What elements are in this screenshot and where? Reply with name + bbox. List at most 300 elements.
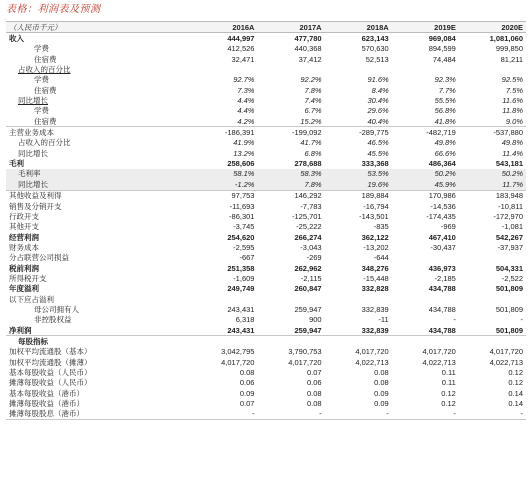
cell-2017a: 15.2% (300, 116, 322, 126)
cell-2019e: - (453, 409, 456, 419)
cell-2016a: 6,318 (235, 315, 255, 325)
row-label-text: 主营业务成本 (9, 128, 54, 138)
cell-2019e: -30,437 (430, 242, 456, 252)
row-label-text: 销售及分销开支 (9, 201, 62, 211)
cell-2019e: -174,435 (426, 211, 456, 221)
cell-2019e (392, 294, 459, 304)
cell-2018a (325, 336, 392, 347)
cell-2016a: 13.2% (233, 148, 255, 158)
cell-2016a: 444,997 (227, 34, 255, 44)
table-row (6, 179, 526, 190)
cell-2017a: 7.8% (304, 85, 322, 95)
row-label-text: 同比增长 (18, 148, 48, 158)
cell-2019e: 434,788 (428, 325, 456, 335)
cell-2018a: 8.4% (371, 85, 389, 95)
column-header: 2018A (325, 22, 392, 33)
cell-2017a: 7.8% (257, 179, 324, 190)
cell-2016a: 92.7% (233, 75, 255, 85)
cell-2017a: 6.7% (304, 106, 322, 116)
cell-2020e (459, 64, 526, 74)
unit-label: （人民币千元） (6, 22, 190, 33)
cell-2018a: 4,022,713 (355, 357, 389, 367)
row-label-text: 其他收益及利得 (9, 191, 62, 201)
cell-2019e: 434,788 (428, 284, 456, 294)
table-row (6, 367, 526, 377)
cell-2018a: 332,839 (361, 325, 389, 335)
row-label (6, 54, 190, 64)
cell-2017a: 0.08 (306, 399, 322, 409)
cell-2018a: 0.09 (374, 388, 389, 398)
cell-2018a: 0.08 (374, 378, 389, 388)
row-label-text: 住宿费 (34, 85, 57, 95)
column-header: 2020E (459, 22, 526, 33)
cell-2020e: -537,880 (459, 127, 526, 138)
column-header: 2017A (257, 22, 324, 33)
row-label (6, 148, 190, 158)
cell-2018a: -644 (373, 253, 389, 263)
cell-2016a: -186,391 (190, 127, 257, 138)
table-row (6, 127, 526, 138)
cell-2019e: -14,536 (430, 201, 456, 211)
cell-2019e: 45.9% (392, 179, 459, 190)
table-row (6, 95, 526, 105)
table-row (6, 190, 526, 201)
cell-2019e: 50.2% (392, 169, 459, 179)
row-label-text: 基本每股收益（人民币） (9, 368, 92, 378)
cell-2020e: 92.5% (501, 75, 523, 85)
cell-2020e: 0.14 (508, 399, 523, 409)
cell-2018a: 332,839 (361, 304, 389, 314)
cell-2020e: 11.4% (502, 148, 523, 158)
row-label-text: 税前利润 (9, 263, 39, 273)
cell-2017a (257, 294, 324, 304)
cell-2019e: 436,973 (428, 263, 456, 273)
cell-2016a: 4.4% (237, 106, 255, 116)
cell-2018a: 46.5% (367, 138, 389, 148)
table-row (6, 325, 526, 336)
cell-2017a: 266,274 (294, 232, 322, 242)
cell-2017a: -269 (306, 253, 322, 263)
cell-2020e: -10,811 (498, 201, 523, 211)
cell-2020e: 542,267 (495, 232, 523, 242)
cell-2017a: 7.4% (304, 96, 322, 106)
row-label-text: 行政开支 (9, 211, 39, 221)
cell-2020e: 9.0% (505, 116, 523, 126)
cell-2016a: 243,431 (227, 304, 255, 314)
row-label (6, 273, 190, 283)
cell-2019e: 0.11 (441, 368, 456, 378)
cell-2016a: 251,358 (227, 263, 255, 273)
table-row (6, 33, 526, 44)
cell-2017a: 259,947 (294, 304, 322, 314)
cell-2016a (190, 336, 257, 347)
cell-2016a: 4.2% (237, 116, 255, 126)
cell-2020e: 183,948 (459, 190, 526, 201)
row-label (6, 294, 190, 304)
table-row (6, 85, 526, 95)
cell-2020e: 501,809 (495, 325, 523, 335)
row-label (6, 367, 190, 377)
table-row (6, 357, 526, 367)
row-label-text: 经营利润 (9, 232, 39, 242)
table-row (6, 398, 526, 408)
cell-2018a: 19.6% (325, 179, 392, 190)
row-label (6, 116, 190, 127)
cell-2020e: 543,181 (495, 159, 523, 169)
cell-2017a: 41.7% (300, 138, 322, 148)
row-label-text: 加权平均流通股（基本） (9, 347, 92, 357)
table-row (6, 242, 526, 252)
row-label (6, 253, 190, 263)
table-row (6, 158, 526, 168)
cell-2020e: 501,809 (495, 304, 523, 314)
cell-2020e: 11.8% (502, 106, 523, 116)
row-label (6, 263, 190, 273)
cell-2016a: 0.06 (239, 378, 255, 388)
table-row (6, 253, 526, 263)
cell-2016a: 97,753 (190, 190, 257, 201)
table-row (6, 378, 526, 388)
cell-2018a: 0.09 (374, 399, 389, 409)
row-label (6, 222, 190, 232)
table-row (6, 284, 526, 294)
table-row (6, 64, 526, 74)
cell-2017a: 92.2% (300, 75, 322, 85)
table-row (6, 409, 526, 420)
row-label (6, 44, 190, 54)
table-row (6, 169, 526, 179)
cell-2016a: -2,595 (233, 242, 255, 252)
cell-2020e: -37,937 (497, 242, 523, 252)
cell-2018a: 40.4% (367, 116, 389, 126)
cell-2020e: -172,970 (493, 211, 523, 221)
table-body (6, 33, 526, 420)
row-label (6, 106, 190, 116)
cell-2019e: 894,599 (428, 44, 456, 54)
cell-2019e: 92.3% (434, 75, 456, 85)
row-label (6, 190, 190, 201)
column-header: 2019E (392, 22, 459, 33)
cell-2017a (257, 64, 324, 74)
row-label-text: 每股指标 (18, 336, 48, 346)
cell-2016a: 0.07 (239, 399, 255, 409)
cell-2019e: 7.7% (438, 85, 456, 95)
cell-2018a: 91.6% (367, 75, 389, 85)
cell-2017a: 58.3% (257, 169, 324, 179)
table-row (6, 148, 526, 158)
income-statement-table (6, 21, 526, 420)
cell-2020e: 4,017,720 (489, 347, 523, 357)
row-label (6, 127, 190, 138)
cell-2017a: 477,780 (294, 34, 322, 44)
cell-2016a: 3,042,795 (221, 347, 255, 357)
row-label (6, 179, 190, 190)
row-label-text: 加权平均流通股（摊薄） (9, 357, 92, 367)
cell-2020e: -1,081 (501, 222, 523, 232)
cell-2018a: 53.5% (325, 169, 392, 179)
row-label (6, 357, 190, 367)
row-label (6, 242, 190, 252)
cell-2019e: 41.8% (434, 116, 456, 126)
cell-2018a: 52,513 (365, 54, 389, 64)
cell-2020e: 501,809 (495, 284, 523, 294)
cell-2018a: 189,884 (325, 190, 392, 201)
table-row (6, 138, 526, 148)
cell-2017a: 6.8% (304, 148, 322, 158)
row-label (6, 315, 190, 325)
cell-2016a: -1,609 (233, 273, 255, 283)
cell-2016a: 7.3% (237, 85, 255, 95)
cell-2019e: 434,788 (428, 304, 456, 314)
row-label (6, 158, 190, 168)
row-label-text: 其他开支 (9, 222, 39, 232)
cell-2020e (459, 336, 526, 347)
cell-2019e: 55.5% (434, 96, 456, 106)
table-row (6, 222, 526, 232)
row-label (6, 64, 190, 74)
row-label-text: 学费 (34, 106, 49, 116)
table-row (6, 263, 526, 273)
row-label (6, 211, 190, 221)
table-row (6, 336, 526, 347)
table-header-row (6, 22, 526, 33)
cell-2020e: 11.7% (459, 179, 526, 190)
cell-2020e: 7.5% (505, 85, 523, 95)
cell-2017a: -125,701 (291, 211, 322, 221)
row-label-text: 财务成本 (9, 242, 39, 252)
row-label (6, 325, 190, 336)
row-label-text: 摊薄每股股息（港币） (9, 409, 84, 419)
cell-2016a: -11,693 (229, 201, 255, 211)
row-label-text: 所得税开支 (9, 273, 47, 283)
cell-2020e: 1,081,060 (489, 34, 523, 44)
cell-2018a: 623,143 (361, 34, 389, 44)
table-row (6, 232, 526, 242)
row-label (6, 75, 190, 85)
cell-2017a: 0.08 (306, 388, 322, 398)
cell-2017a: 262,962 (294, 263, 322, 273)
cell-2017a: -2,115 (300, 273, 322, 283)
row-label-text: 基本每股收益（港币） (9, 388, 84, 398)
cell-2017a: 900 (309, 315, 322, 325)
table-row (6, 211, 526, 221)
cell-2018a: 4,017,720 (355, 347, 389, 357)
cell-2019e: 74,484 (432, 54, 456, 64)
cell-2017a: -3,043 (300, 242, 322, 252)
row-label-text: 收入 (9, 34, 24, 44)
cell-2016a: 249,749 (227, 284, 255, 294)
cell-2019e: - (453, 315, 456, 325)
cell-2017a: -199,092 (257, 127, 324, 138)
cell-2017a: 4,017,720 (288, 357, 322, 367)
cell-2020e: 0.12 (508, 368, 523, 378)
cell-2017a: 260,847 (294, 284, 322, 294)
table-row (6, 304, 526, 314)
row-label (6, 378, 190, 388)
cell-2016a: 258,606 (227, 159, 255, 169)
cell-2017a: 146,292 (257, 190, 324, 201)
row-label (6, 95, 190, 105)
table-row (6, 116, 526, 127)
row-label (6, 138, 190, 148)
cell-2020e: - (520, 409, 523, 419)
table-row (6, 294, 526, 304)
table-row (6, 201, 526, 211)
cell-2020e (459, 253, 526, 263)
cell-2016a (190, 294, 257, 304)
row-label-text: 以下应占溢利 (9, 294, 54, 304)
row-label (6, 388, 190, 398)
cell-2019e: -969 (440, 222, 456, 232)
row-label (6, 85, 190, 95)
cell-2016a: 4.4% (237, 96, 255, 106)
row-label-text: 同比增长 (18, 179, 48, 189)
cell-2016a: 412,526 (227, 44, 255, 54)
cell-2020e: 0.12 (508, 378, 523, 388)
cell-2019e (392, 336, 459, 347)
table-row (6, 347, 526, 357)
cell-2016a: 0.08 (239, 368, 255, 378)
table-row (6, 315, 526, 325)
cell-2017a: 0.07 (306, 368, 322, 378)
row-label-text: 占收入的百分比 (18, 138, 71, 148)
cell-2020e: 81,211 (500, 54, 523, 64)
cell-2018a: - (386, 409, 389, 419)
row-label-text: 毛利 (9, 159, 24, 169)
cell-2018a: -16,794 (363, 201, 389, 211)
cell-2018a: 29.6% (367, 106, 389, 116)
cell-2016a: 254,620 (227, 232, 255, 242)
cell-2018a: 362,122 (361, 232, 389, 242)
cell-2019e: 170,986 (392, 190, 459, 201)
cell-2018a: -835 (373, 222, 389, 232)
table-row (6, 54, 526, 64)
cell-2019e: 49.8% (434, 138, 456, 148)
cell-2019e: 4,022,713 (422, 357, 456, 367)
cell-2018a (325, 294, 392, 304)
cell-2017a: 3,790,753 (288, 347, 322, 357)
row-label (6, 409, 190, 420)
row-label (6, 33, 190, 44)
cell-2020e: 999,850 (495, 44, 523, 54)
cell-2017a: - (319, 409, 322, 419)
cell-2018a: -143,501 (359, 211, 389, 221)
row-label-text: 住宿费 (34, 54, 57, 64)
cell-2016a: 243,431 (227, 325, 255, 335)
cell-2016a: 32,471 (231, 54, 255, 64)
cell-2019e: -482,719 (392, 127, 459, 138)
row-label (6, 284, 190, 294)
table-row (6, 75, 526, 85)
cell-2017a: -7,783 (300, 201, 322, 211)
cell-2020e: 50.2% (459, 169, 526, 179)
cell-2017a: 440,368 (294, 44, 322, 54)
cell-2019e: 486,364 (428, 159, 456, 169)
row-label (6, 347, 190, 357)
cell-2019e: 4,017,720 (422, 347, 456, 357)
cell-2016a: -86,301 (229, 211, 255, 221)
row-label-text: 毛利率 (18, 169, 41, 179)
cell-2019e (392, 253, 459, 263)
cell-2016a: -3,745 (233, 222, 255, 232)
cell-2019e: 0.12 (441, 399, 456, 409)
cell-2018a: 30.4% (367, 96, 389, 106)
cell-2016a (190, 64, 257, 74)
row-label (6, 169, 190, 179)
row-label-text: 摊薄每股收益（人民币） (9, 378, 92, 388)
table-row (6, 106, 526, 116)
cell-2020e (459, 294, 526, 304)
cell-2018a (325, 64, 392, 74)
cell-2018a: -289,775 (325, 127, 392, 138)
table-row (6, 44, 526, 54)
cell-2020e: 4,022,713 (489, 357, 523, 367)
cell-2016a: 41.9% (233, 138, 255, 148)
cell-2019e: 56.8% (434, 106, 456, 116)
cell-2018a: 348,276 (361, 263, 389, 273)
cell-2018a: -13,202 (363, 242, 389, 252)
row-label-text: 占收入的百分比 (18, 65, 71, 75)
cell-2016a: 4,017,720 (221, 357, 255, 367)
row-label (6, 201, 190, 211)
row-label-text: 摊薄每股收益（港币） (9, 399, 84, 409)
table-row (6, 388, 526, 398)
cell-2019e: -2,185 (434, 273, 456, 283)
row-label (6, 336, 190, 347)
cell-2018a: -15,448 (363, 273, 389, 283)
cell-2018a: 570,630 (361, 44, 389, 54)
cell-2017a: -25,222 (296, 222, 322, 232)
cell-2017a (257, 336, 324, 347)
cell-2017a: 37,412 (298, 54, 322, 64)
row-label-text: 母公司拥有人 (34, 304, 79, 314)
cell-2017a: 0.06 (306, 378, 322, 388)
cell-2017a: 259,947 (294, 325, 322, 335)
cell-2018a: 45.5% (367, 148, 389, 158)
row-label-text: 学费 (34, 44, 49, 54)
cell-2020e: 11.6% (502, 96, 523, 106)
cell-2020e: -2,522 (501, 273, 523, 283)
cell-2017a: 278,688 (294, 159, 322, 169)
cell-2020e: 0.14 (508, 388, 523, 398)
cell-2016a: -1.2% (190, 179, 257, 190)
row-label (6, 232, 190, 242)
table-row (6, 273, 526, 283)
cell-2019e: 0.12 (441, 388, 456, 398)
row-label-text: 同比增长 (18, 96, 48, 106)
cell-2018a: 333,368 (361, 159, 389, 169)
row-label-text: 非控股权益 (34, 315, 72, 325)
cell-2018a: -11 (378, 315, 389, 325)
cell-2018a: 0.08 (374, 368, 389, 378)
page-title: 表格：利润表及预测 (6, 4, 101, 15)
cell-2019e: 0.11 (441, 378, 456, 388)
cell-2016a: 58.1% (190, 169, 257, 179)
row-label-text: 净利润 (9, 325, 32, 335)
cell-2016a: -667 (239, 253, 255, 263)
row-label (6, 398, 190, 408)
cell-2020e: 49.8% (501, 138, 523, 148)
cell-2019e (392, 64, 459, 74)
row-label-text: 学费 (34, 75, 49, 85)
row-label-text: 住宿费 (34, 116, 57, 126)
cell-2019e: 66.6% (434, 148, 456, 158)
cell-2018a: 332,828 (361, 284, 389, 294)
cell-2020e: 504,331 (495, 263, 523, 273)
row-label-text: 分占联营公司损益 (9, 253, 69, 263)
cell-2016a: - (251, 409, 255, 419)
cell-2019e: 467,410 (428, 232, 456, 242)
